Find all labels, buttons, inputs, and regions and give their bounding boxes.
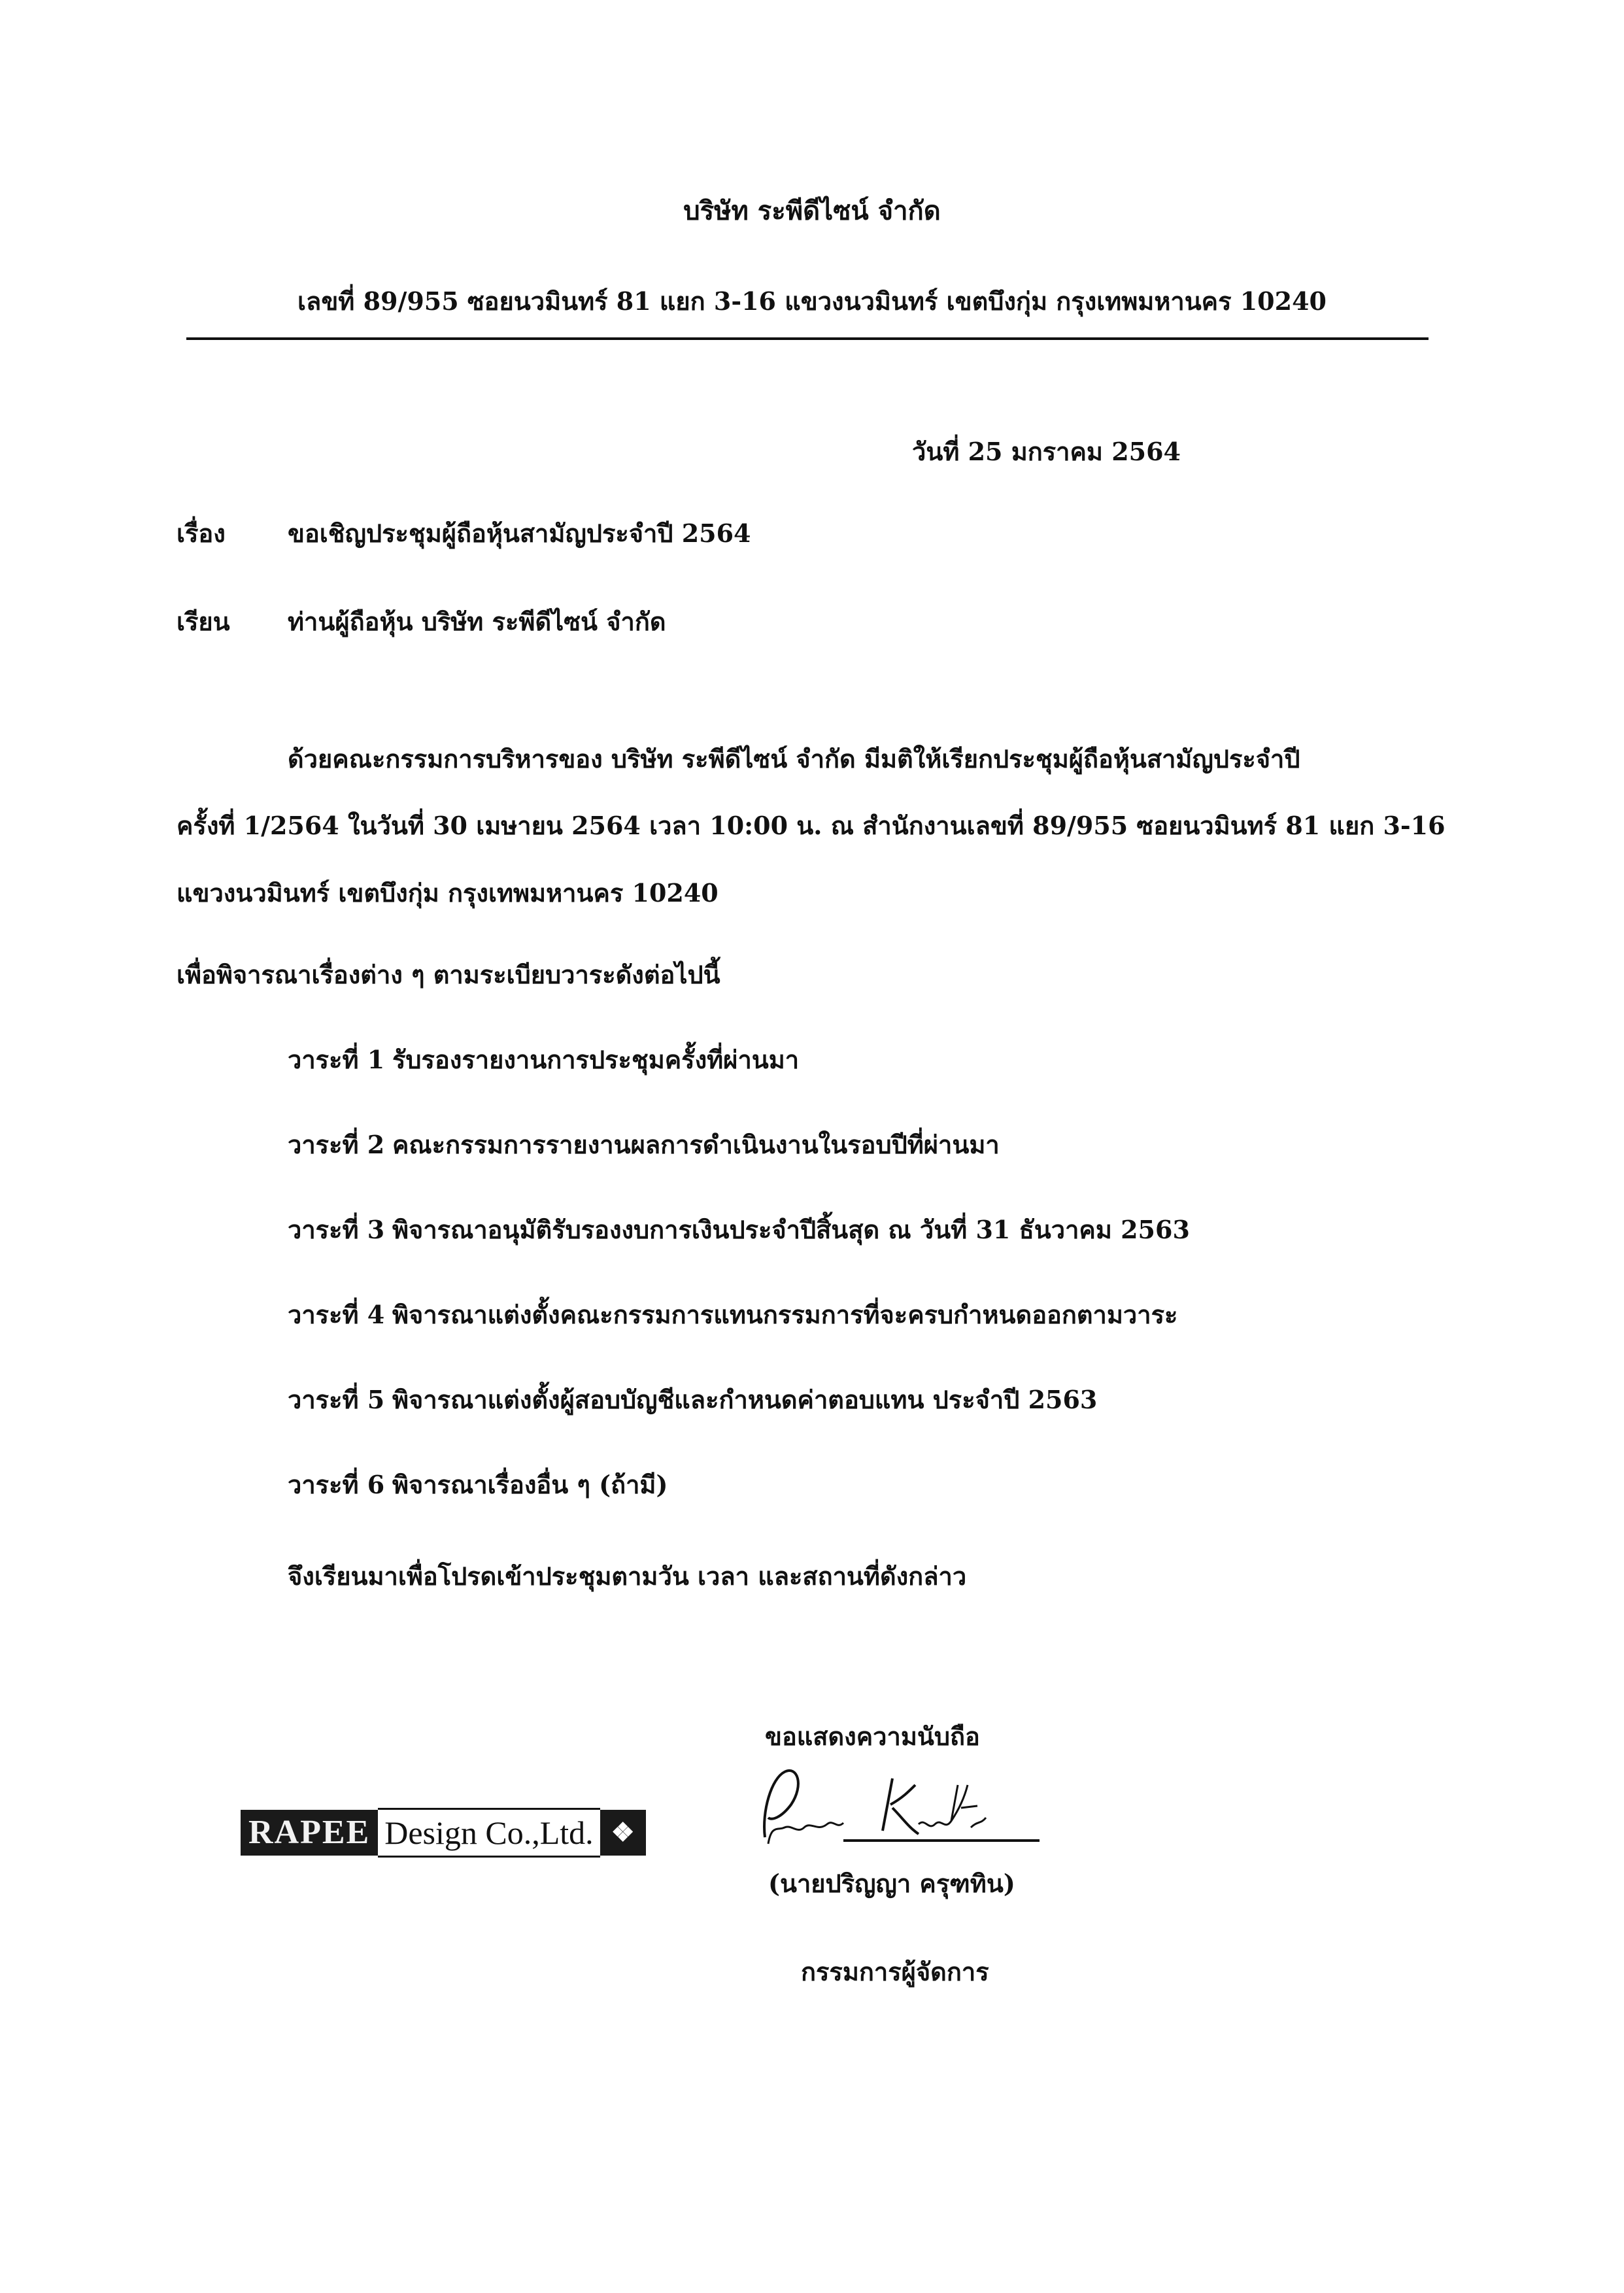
intro-paragraph-line-3: แขวงนวมินทร์ เขตบึงกุ่ม กรุงเทพมหานคร 10240 bbox=[177, 878, 719, 908]
company-name: บริษัท ระพีดีไซน์ จำกัด bbox=[683, 195, 941, 226]
agenda-item-5 bbox=[288, 1380, 1097, 1419]
intro-paragraph-line-1: ด้วยคณะกรรมการบริหารของ บริษัท ระพีดีไซน์ จำกัด มีมติให้เรียกประชุมผู้ถือหุ้นสามัญประจำปี bbox=[288, 744, 1300, 773]
header-divider bbox=[186, 337, 1429, 340]
agenda-number: วาระที่ 4 bbox=[288, 1300, 385, 1329]
agenda-text: พิจารณาเรื่องอื่น ๆ (ถ้ามี) bbox=[392, 1470, 668, 1499]
subject-label: เรื่อง bbox=[177, 518, 226, 548]
signer-title: กรรมการผู้จัดการ bbox=[801, 1957, 989, 1986]
recipient-label: เรียน bbox=[177, 607, 230, 636]
agenda-text: พิจารณาอนุมัติรับรองงบการเงินประจำปีสิ้นสุด ณ วันที่ 31 ธันวาคม 2563 bbox=[392, 1215, 1190, 1244]
stamp-logo-icon: ❖ bbox=[600, 1810, 646, 1856]
agenda-text: รับรองรายงานการประชุมครั้งที่ผ่านมา bbox=[392, 1045, 800, 1074]
intro-paragraph-line-2: ครั้งที่ 1/2564 ในวันที่ 30 เมษายน 2564 เวลา 10:00 น. ณ สำนักงานเลขที่ 89/955 ซอยนวมินทร์ 81 แยก 3-16 bbox=[177, 811, 1446, 840]
company-address: เลขที่ 89/955 ซอยนวมินทร์ 81 แยก 3-16 แขวงนวมินทร์ เขตบึงกุ่ม กรุงเทพมหานคร 10240 bbox=[297, 286, 1327, 316]
agenda-text: พิจารณาแต่งตั้งผู้สอบบัญชีและกำหนดค่าตอบแทน ประจำปี 2563 bbox=[392, 1385, 1098, 1414]
recipient-text: ท่านผู้ถือหุ้น บริษัท ระพีดีไซน์ จำกัด bbox=[288, 607, 666, 636]
subject-text: ขอเชิญประชุมผู้ถือหุ้นสามัญประจำปี 2564 bbox=[288, 518, 751, 548]
letter-date: วันที่ 25 มกราคม 2564 bbox=[912, 437, 1181, 466]
agenda-number: วาระที่ 5 bbox=[288, 1385, 385, 1414]
agenda-number: วาระที่ 6 bbox=[288, 1470, 385, 1499]
agenda-item-4 bbox=[288, 1295, 1177, 1334]
stamp-light-text: Design Co.,Ltd. bbox=[378, 1808, 600, 1858]
signer-name: (นายปริญญา ครุฑทิน) bbox=[768, 1869, 1015, 1898]
closing-statement: จึงเรียนมาเพื่อโปรดเข้าประชุมตามวัน เวลา และสถานที่ดังกล่าว bbox=[288, 1561, 967, 1591]
stamp-dark-text: RAPEE bbox=[241, 1810, 378, 1856]
agenda-text: พิจารณาแต่งตั้งคณะกรรมการแทนกรรมการที่จะครบกำหนดออกตามวาระ bbox=[392, 1300, 1178, 1329]
agenda-number: วาระที่ 2 bbox=[288, 1130, 385, 1159]
regards-text: ขอแสดงความนับถือ bbox=[765, 1722, 980, 1751]
company-stamp bbox=[241, 1808, 721, 1857]
agenda-item-3 bbox=[288, 1210, 1190, 1249]
agenda-intro: เพื่อพิจารณาเรื่องต่าง ๆ ตามระเบียบวาระดังต่อไปนี้ bbox=[177, 960, 720, 989]
agenda-number: วาระที่ 3 bbox=[288, 1215, 385, 1244]
signature-image bbox=[752, 1759, 1053, 1857]
agenda-item-6 bbox=[288, 1465, 668, 1504]
agenda-number: วาระที่ 1 bbox=[288, 1045, 385, 1074]
agenda-item-1 bbox=[288, 1040, 799, 1079]
agenda-text: คณะกรรมการรายงานผลการดำเนินงานในรอบปีที่ผ่านมา bbox=[392, 1130, 1000, 1159]
agenda-item-2 bbox=[288, 1125, 1000, 1164]
